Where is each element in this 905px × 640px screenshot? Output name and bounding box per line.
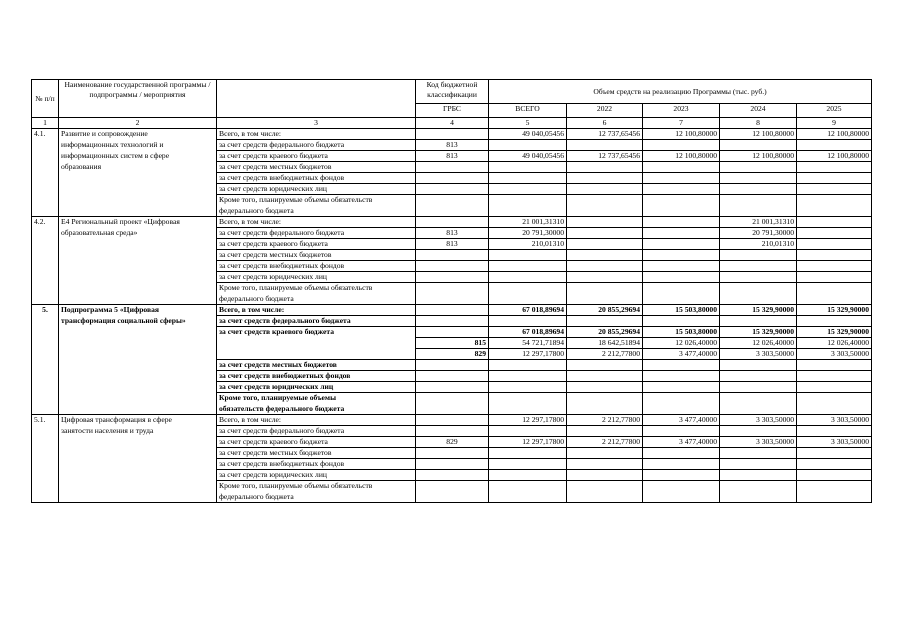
table-row xyxy=(32,173,872,184)
col-number: 6 xyxy=(567,118,643,129)
source-label: за счет средств внебюджетных фондов xyxy=(217,261,416,272)
header-num: № п/п xyxy=(32,80,59,118)
value-cell: 15 329,90000 xyxy=(797,327,872,338)
table-row xyxy=(32,393,872,404)
source-label: за счет средств местных бюджетов xyxy=(217,360,416,371)
header-2025: 2025 xyxy=(797,104,872,118)
header-name: Наименование государственной программы / подпрограммы / мероприятия xyxy=(59,80,217,118)
value-cell: 67 018,89694 xyxy=(489,327,567,338)
table-row xyxy=(32,481,872,492)
source-label: за счет средств федерального бюджета xyxy=(217,316,416,327)
value-cell: 12 100,80000 xyxy=(720,151,797,162)
budget-table-sheet xyxy=(31,79,872,503)
row-num: 4.1. xyxy=(32,129,59,140)
value-cell: 3 303,50000 xyxy=(797,349,872,360)
source-label: за счет средств внебюджетных фондов xyxy=(217,459,416,470)
table-row xyxy=(32,206,872,217)
table-row xyxy=(32,184,872,195)
table-row xyxy=(32,371,872,382)
col-number: 4 xyxy=(416,118,489,129)
value-cell: 12 297,17800 xyxy=(489,415,567,426)
table-row xyxy=(32,470,872,481)
table-row xyxy=(32,426,872,437)
table-row xyxy=(32,404,872,415)
value-cell: 12 737,65456 xyxy=(567,151,643,162)
table-row xyxy=(32,239,872,250)
row-num: 5. xyxy=(32,305,59,316)
value-cell: 2 212,77800 xyxy=(567,349,643,360)
row-num: 4.2. xyxy=(32,217,59,228)
source-label: за счет средств внебюджетных фондов xyxy=(217,371,416,382)
source-label: за счет средств федерального бюджета xyxy=(217,228,416,239)
value-cell: 54 721,71894 xyxy=(489,338,567,349)
budget-table xyxy=(31,79,872,503)
source-label: за счет средств федерального бюджета xyxy=(217,426,416,437)
source-label: за счет средств федерального бюджета xyxy=(217,140,416,151)
col-number: 8 xyxy=(720,118,797,129)
col-number: 7 xyxy=(643,118,720,129)
value-cell: 12 100,80000 xyxy=(720,129,797,140)
table-row xyxy=(32,151,872,162)
header-2022: 2022 xyxy=(567,104,643,118)
row-num: 5.1. xyxy=(32,415,59,426)
value-cell: 12 100,80000 xyxy=(797,151,872,162)
value-cell: 18 642,51894 xyxy=(567,338,643,349)
value-cell: 15 329,90000 xyxy=(720,327,797,338)
value-cell: 20 791,30000 xyxy=(720,228,797,239)
col-number: 9 xyxy=(797,118,872,129)
source-label: за счет средств местных бюджетов xyxy=(217,162,416,173)
value-cell: 3 303,50000 xyxy=(797,437,872,448)
value-cell: 12 100,80000 xyxy=(643,151,720,162)
source-label: за счет средств местных бюджетов xyxy=(217,448,416,459)
source-label: за счет средств местных бюджетов xyxy=(217,250,416,261)
value-cell: 20 855,29694 xyxy=(567,305,643,316)
grbs-cell: 813 xyxy=(416,151,489,162)
value-cell: 49 040,05456 xyxy=(489,151,567,162)
value-cell: 210,01310 xyxy=(489,239,567,250)
table-row xyxy=(32,162,872,173)
value-cell: 12 297,17800 xyxy=(489,349,567,360)
value-cell: 15 503,80000 xyxy=(643,327,720,338)
source-label: за счет средств юридических лиц xyxy=(217,470,416,481)
value-cell: 3 303,50000 xyxy=(720,349,797,360)
table-row xyxy=(32,217,872,228)
source-label: федерального бюджета xyxy=(217,492,416,503)
table-row xyxy=(32,437,872,448)
source-label: за счет средств краевого бюджета xyxy=(217,239,416,250)
value-cell: 3 303,50000 xyxy=(720,415,797,426)
value-cell: 3 477,40000 xyxy=(643,437,720,448)
source-label: федерального бюджета xyxy=(217,294,416,305)
row-name-line: образования xyxy=(59,162,217,173)
header-2023: 2023 xyxy=(643,104,720,118)
header-grbs: ГРБС xyxy=(416,104,489,118)
grbs-cell: 813 xyxy=(416,140,489,151)
source-label: Кроме того, планируемые объемы xyxy=(217,393,416,404)
source-label: Всего, в том числе: xyxy=(217,415,416,426)
source-label: за счет средств внебюджетных фондов xyxy=(217,173,416,184)
column-number-row xyxy=(32,118,872,129)
value-cell: 12 297,17800 xyxy=(489,437,567,448)
value-cell: 12 026,40000 xyxy=(797,338,872,349)
value-cell: 12 026,40000 xyxy=(643,338,720,349)
source-label: Кроме того, планируемые объемы обязательств xyxy=(217,283,416,294)
value-cell: 12 100,80000 xyxy=(643,129,720,140)
table-row xyxy=(32,338,872,349)
value-cell: 12 026,40000 xyxy=(720,338,797,349)
table-row xyxy=(32,382,872,393)
row-name-line: информационных систем в сфере xyxy=(59,151,217,162)
table-row xyxy=(32,195,872,206)
col-number: 3 xyxy=(217,118,416,129)
source-label: обязательств федерального бюджета xyxy=(217,404,416,415)
source-label: за счет средств юридических лиц xyxy=(217,272,416,283)
source-label: Всего, в том числе: xyxy=(217,305,416,316)
value-cell: 3 303,50000 xyxy=(797,415,872,426)
grbs-cell: 815 xyxy=(416,338,489,349)
header-code: Код бюджетной классификации xyxy=(416,80,489,104)
value-cell: 49 040,05456 xyxy=(489,129,567,140)
col-number: 1 xyxy=(32,118,59,129)
col-number: 2 xyxy=(59,118,217,129)
row-name-line: Развитие и сопровождение xyxy=(59,129,217,140)
row-name-line: информационных технологий и xyxy=(59,140,217,151)
value-cell: 3 477,40000 xyxy=(643,415,720,426)
value-cell: 2 212,77800 xyxy=(567,415,643,426)
table-row xyxy=(32,316,872,327)
value-cell: 15 329,90000 xyxy=(797,305,872,316)
value-cell: 67 018,89694 xyxy=(489,305,567,316)
value-cell: 20 855,29694 xyxy=(567,327,643,338)
source-label: Всего, в том числе: xyxy=(217,217,416,228)
table-row xyxy=(32,349,872,360)
table-row xyxy=(32,415,872,426)
row-name-line: Цифровая трансформация в сфере xyxy=(59,415,217,426)
header-row xyxy=(32,80,872,104)
value-cell: 210,01310 xyxy=(720,239,797,250)
value-cell: 21 001,31310 xyxy=(489,217,567,228)
value-cell: 3 477,40000 xyxy=(643,349,720,360)
row-name-line: образовательная среда» xyxy=(59,228,217,239)
table-row xyxy=(32,305,872,316)
table-row xyxy=(32,261,872,272)
table-row xyxy=(32,360,872,371)
value-cell: 12 737,65456 xyxy=(567,129,643,140)
table-row xyxy=(32,129,872,140)
header-volume: Объем средств на реализацию Программы (тыс. руб.) xyxy=(489,80,872,104)
source-label: за счет средств юридических лиц xyxy=(217,184,416,195)
table-row xyxy=(32,294,872,305)
value-cell: 3 303,50000 xyxy=(720,437,797,448)
source-label: Кроме того, планируемые объемы обязательств xyxy=(217,481,416,492)
source-label: Кроме того, планируемые объемы обязательств xyxy=(217,195,416,206)
table-row xyxy=(32,448,872,459)
value-cell: 12 100,80000 xyxy=(797,129,872,140)
header-empty xyxy=(217,80,416,118)
grbs-cell: 813 xyxy=(416,228,489,239)
grbs-cell: 813 xyxy=(416,239,489,250)
grbs-cell: 829 xyxy=(416,437,489,448)
table-row xyxy=(32,228,872,239)
table-row xyxy=(32,492,872,503)
table-row xyxy=(32,140,872,151)
value-cell: 15 329,90000 xyxy=(720,305,797,316)
header-total: ВСЕГО xyxy=(489,104,567,118)
row-name-line: Е4 Региональный проект «Цифровая xyxy=(59,217,217,228)
row-name-line: трансформация социальной сферы» xyxy=(59,316,217,327)
grbs-cell: 829 xyxy=(416,349,489,360)
source-label: Всего, в том числе: xyxy=(217,129,416,140)
table-row xyxy=(32,459,872,470)
table-row xyxy=(32,283,872,294)
value-cell: 21 001,31310 xyxy=(720,217,797,228)
source-label: за счет средств краевого бюджета xyxy=(217,327,416,338)
table-row xyxy=(32,327,872,338)
header-2024: 2024 xyxy=(720,104,797,118)
row-name-line: Подпрограмма 5 «Цифровая xyxy=(59,305,217,316)
source-label: за счет средств краевого бюджета xyxy=(217,437,416,448)
source-label: за счет средств юридических лиц xyxy=(217,382,416,393)
col-number: 5 xyxy=(489,118,567,129)
row-name-line: занятости населения и труда xyxy=(59,426,217,437)
table-row xyxy=(32,272,872,283)
value-cell: 20 791,30000 xyxy=(489,228,567,239)
value-cell: 2 212,77800 xyxy=(567,437,643,448)
source-label: федерального бюджета xyxy=(217,206,416,217)
value-cell: 15 503,80000 xyxy=(643,305,720,316)
source-label: за счет средств краевого бюджета xyxy=(217,151,416,162)
table-row xyxy=(32,250,872,261)
